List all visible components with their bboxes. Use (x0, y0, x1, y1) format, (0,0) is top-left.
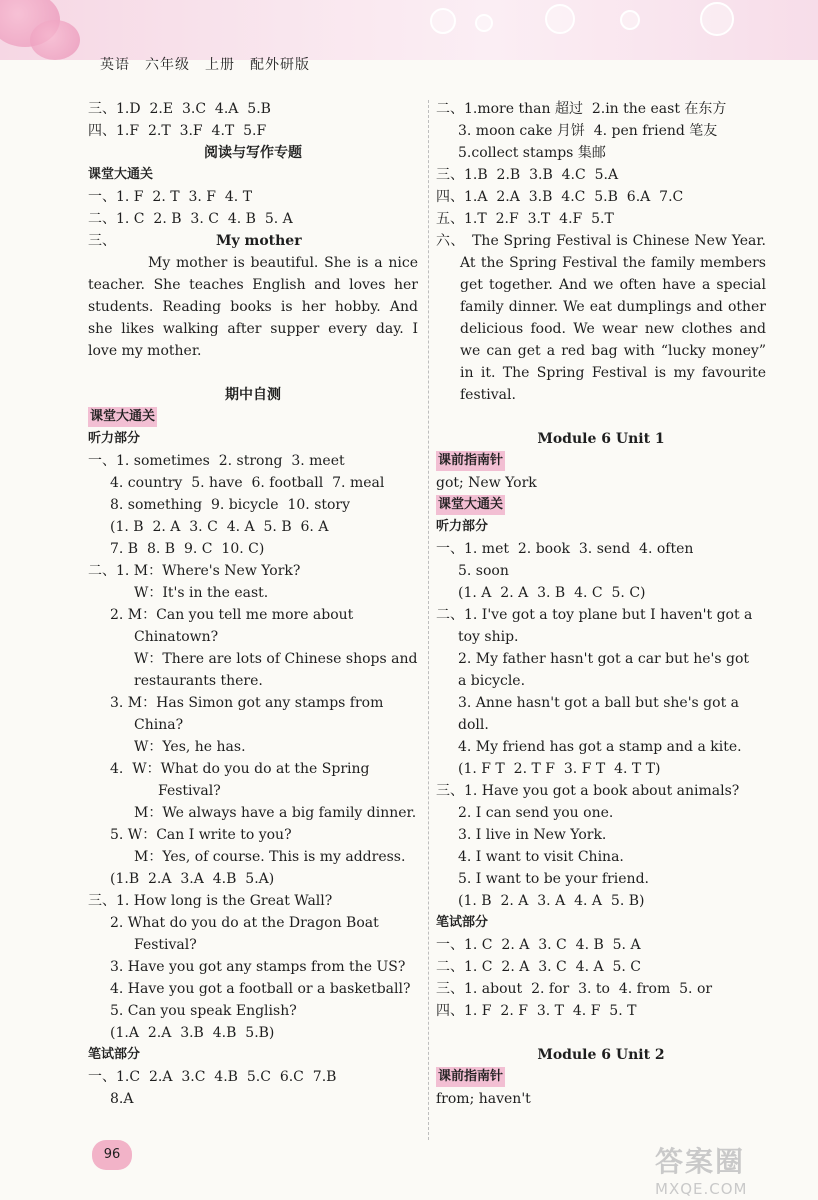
answer-line: 2. My father hasn't got a car but he's got (458, 651, 750, 667)
answer-line: a bicycle. (458, 673, 526, 689)
answer-line: 四、1.F 2.T 3.F 4.T 5.F (88, 123, 267, 139)
answer-line: 二、1. C 2. A 3. C 4. A 5. C (436, 959, 641, 975)
answer-line: 三、1.D 2.E 3.C 4.A 5.B (88, 101, 271, 117)
answer-line: 4. Have you got a football or a basketball? (110, 981, 411, 997)
spacer (88, 362, 418, 384)
bubble-decoration (620, 10, 640, 30)
section-label: 笔试部分 (88, 1047, 141, 1062)
answer-line: restaurants there. (134, 673, 263, 689)
answer-line: (1. A 2. A 3. B 4. C 5. C) (458, 585, 646, 601)
answer-line: 8. something 9. bicycle 10. story (110, 497, 351, 513)
answer-line: 5. W：Can I write to you? (110, 827, 292, 843)
section-heading: 期中自测 (225, 387, 281, 403)
section-label: 课堂大通关 (88, 167, 154, 182)
bubble-decoration (700, 2, 734, 36)
column-divider (428, 100, 429, 1140)
section-label: 笔试部分 (436, 915, 489, 930)
book-title: 英语 六年级 上册 配外研版 (100, 57, 310, 73)
flower-decoration (30, 20, 80, 60)
answer-line: 2. M：Can you tell me more about (110, 607, 354, 623)
answer-line: 三、1. How long is the Great Wall? (88, 893, 333, 909)
answer-line: from; haven't (436, 1091, 531, 1107)
answer-line: (1.A 2.A 3.B 4.B 5.B) (110, 1025, 275, 1041)
section-label (88, 406, 418, 428)
answer-line: (1.B 2.A 3.A 4.B 5.A) (110, 871, 275, 887)
answer-line: toy ship. (458, 629, 519, 645)
question-number: 三、 (88, 233, 116, 249)
left-column (88, 98, 418, 1110)
answer-line: 三、1.B 2.B 3.B 4.C 5.A (436, 167, 619, 183)
answer-line: 一、1. C 2. A 3. C 4. B 5. A (436, 937, 641, 953)
answer-line: 4. country 5. have 6. football 7. meal (110, 475, 385, 491)
right-column (436, 98, 766, 1110)
answer-line: Chinatown? (134, 629, 219, 645)
answer-line: 二、1.more than 超过 2.in the east 在东方 (436, 101, 727, 117)
answer-line: W：There are lots of Chinese shops and (134, 651, 418, 667)
answer-line: (1. F T 2. T F 3. F T 4. T T) (458, 761, 661, 777)
watermark-logo (655, 1140, 805, 1196)
spacer (436, 1022, 766, 1044)
answer-line: 5. Can you speak English? (110, 1003, 297, 1019)
answer-line: 4. W：What do you do at the Spring (110, 761, 370, 777)
section-heading: 阅读与写作专题 (204, 145, 302, 161)
answer-line: 三、1. about 2. for 3. to 4. from 5. or (436, 981, 713, 997)
answer-line: 二、1. M：Where's New York? (88, 563, 301, 579)
bubble-decoration (475, 14, 493, 32)
answer-line: 2. I can send you one. (458, 805, 614, 821)
watermark-bottom: MXQE.COM (655, 1180, 748, 1198)
bubble-decoration (545, 4, 575, 34)
answer-line: 一、1.C 2.A 3.C 4.B 5.C 6.C 7.B (88, 1069, 337, 1085)
answer-line: 8.A (110, 1091, 134, 1107)
answer-line: 一、1. F 2. T 3. F 4. T (88, 189, 253, 205)
answer-line: 7. B 8. B 9. C 10. C) (110, 541, 265, 557)
section-label (436, 494, 766, 516)
answer-line: 5. I want to be your friend. (458, 871, 649, 887)
answer-line: M：We always have a big family dinner. (134, 805, 417, 821)
answer-line: Festival? (158, 783, 221, 799)
answer-line: 一、1. met 2. book 3. send 4. often (436, 541, 694, 557)
answer-line: (1. B 2. A 3. C 4. A 5. B 6. A (110, 519, 329, 535)
spacer (436, 406, 766, 428)
highlighted-label: 课前指南针 (436, 451, 505, 471)
section-heading: Module 6 Unit 1 (537, 431, 665, 447)
answer-line: Festival? (134, 937, 197, 953)
answer-line: 4. I want to visit China. (458, 849, 624, 865)
answer-line: 3. Anne hasn't got a ball but she's got a (458, 695, 739, 711)
answer-line: 5. soon (458, 563, 509, 579)
answer-line: 3. M：Has Simon got any stamps from (110, 695, 384, 711)
section-label: 听力部分 (88, 431, 141, 446)
answer-line: 3. Have you got any stamps from the US? (110, 959, 406, 975)
answer-line: 二、1. C 2. B 3. C 4. B 5. A (88, 211, 293, 227)
answer-line: China? (134, 717, 184, 733)
watermark-top: 答案圈 (655, 1145, 746, 1178)
page-number: 96 (92, 1140, 132, 1170)
highlighted-label: 课堂大通关 (88, 407, 157, 427)
answer-line: 2. What do you do at the Dragon Boat (110, 915, 379, 931)
essay-paragraph: My mother is beautiful. She is a nice teacher. She teaches English and loves her students. Reading books is her hobby. And she likes walking after supper every day. I love my mother. (88, 255, 418, 359)
section-heading: Module 6 Unit 2 (537, 1047, 665, 1063)
answer-line: 4. My friend has got a stamp and a kite. (458, 739, 742, 755)
answer-line: M：Yes, of course. This is my address. (134, 849, 406, 865)
answer-line: 四、1.A 2.A 3.B 4.C 5.B 6.A 7.C (436, 189, 684, 205)
section-label (436, 450, 766, 472)
essay-title-line (88, 230, 418, 252)
answer-line: W：Yes, he has. (134, 739, 246, 755)
answer-line: 三、1. Have you got a book about animals? (436, 783, 740, 799)
answer-line: 3. moon cake 月饼 4. pen friend 笔友 (458, 123, 718, 139)
answer-line: doll. (458, 717, 489, 733)
bubble-decoration (430, 8, 456, 34)
section-label (436, 1066, 766, 1088)
answer-line: 五、1.T 2.F 3.T 4.F 5.T (436, 211, 614, 227)
answer-line: 二、1. I've got a toy plane but I haven't got a (436, 607, 753, 623)
section-label: 听力部分 (436, 519, 489, 534)
answer-line: 5.collect stamps 集邮 (458, 145, 606, 161)
answer-line: 四、1. F 2. F 3. T 4. F 5. T (436, 1003, 637, 1019)
answer-line: 3. I live in New York. (458, 827, 607, 843)
header-band (0, 0, 818, 60)
essay-paragraph: 六、 The Spring Festival is Chinese New Year. At the Spring Festival the family members get together. And we often have a special family dinner. We eat dumplings and other delicious food. We wear new clothes and we can get a red bag with “lucky money” in it. The Spring Festival is my favourite festival. (436, 233, 766, 403)
answer-line: (1. B 2. A 3. A 4. A 5. B) (458, 893, 645, 909)
essay-title: My mother (216, 233, 302, 249)
highlighted-label: 课前指南针 (436, 1067, 505, 1087)
answer-line: got; New York (436, 475, 537, 491)
answer-line: W：It's in the east. (134, 585, 269, 601)
answer-line: 一、1. sometimes 2. strong 3. meet (88, 453, 345, 469)
highlighted-label: 课堂大通关 (436, 495, 505, 515)
